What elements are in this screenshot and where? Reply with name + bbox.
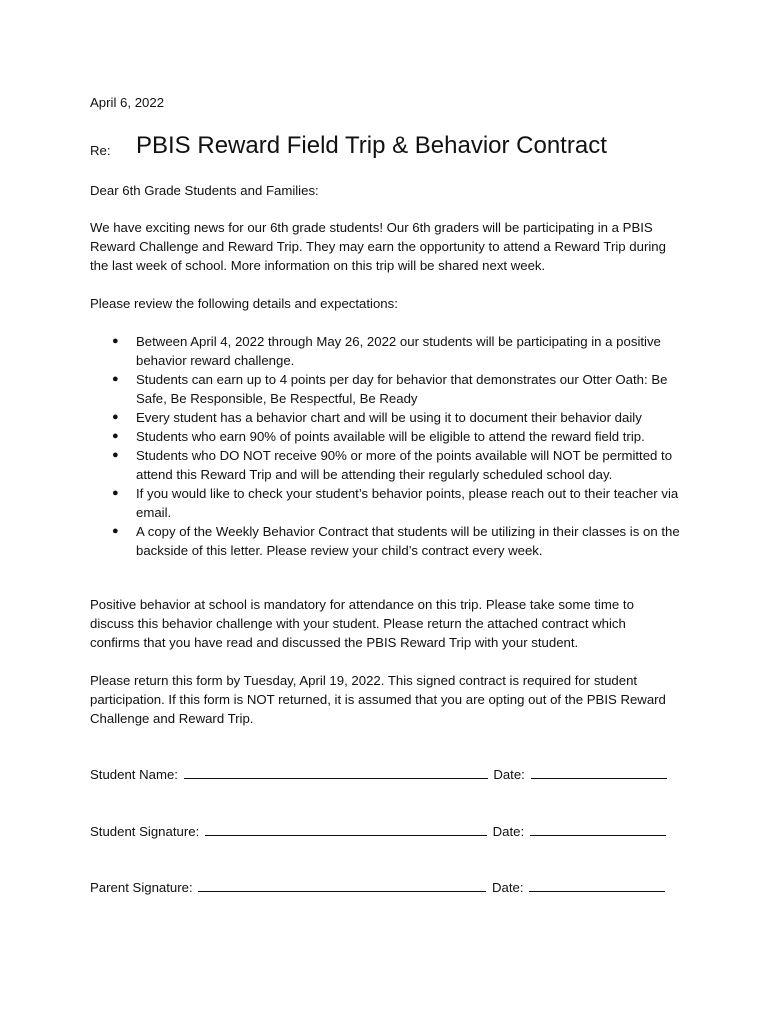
letter-title: PBIS Reward Field Trip & Behavior Contract (136, 132, 607, 159)
student-signature-label: Student Signature: (90, 824, 200, 839)
list-item-text: Students who DO NOT receive 90% or more of the points available will NOT be permitted to attend this Reward Trip and will be attending their regularly scheduled school day. (136, 448, 673, 482)
behavior-paragraph: Positive behavior at school is mandatory for attendance on this trip. Please take some time to discuss this behavior challenge with your student. Please return the attached contract which confirms that you have read and discussed the PBIS Reward Trip with your student. (90, 597, 634, 650)
bullet-icon: ● (112, 430, 119, 442)
bullet-icon: ● (112, 525, 119, 537)
list-item (90, 408, 680, 427)
list-item (90, 332, 680, 370)
date-label: Date: (493, 767, 525, 782)
parent-signature-date-field[interactable] (529, 877, 665, 892)
letter-date: April 6, 2022 (90, 95, 165, 110)
salutation: Dear 6th Grade Students and Families: (90, 183, 319, 198)
parent-signature-row (90, 877, 667, 897)
list-item (90, 522, 680, 560)
expectations-list (90, 332, 680, 560)
bullet-icon: ● (112, 449, 119, 461)
intro-paragraph: We have exciting news for our 6th grade students! Our 6th graders will be participating in a PBIS Reward Challenge and Reward Trip. They may earn the opportunity to attend a Reward Trip during the last week of school. More information on this trip will be shared next week. (90, 220, 666, 273)
student-name-label: Student Name: (90, 767, 178, 782)
bullet-icon: ● (112, 411, 119, 423)
parent-signature-field[interactable] (198, 877, 486, 892)
list-item (90, 446, 680, 484)
bullet-icon: ● (112, 487, 119, 499)
parent-signature-label: Parent Signature: (90, 880, 193, 895)
return-form-paragraph: Please return this form by Tuesday, April 19, 2022. This signed contract is required for student participation. If this form is NOT returned, it is assumed that you are opting out of the PBIS Reward Challenge and Reward Trip. (90, 673, 666, 726)
list-item-text: A copy of the Weekly Behavior Contract that students will be utilizing in their classes is on the backside of this letter. Please review your child’s contract every week. (136, 524, 680, 558)
re-label: Re: (90, 143, 111, 158)
date-label: Date: (491, 880, 524, 895)
list-item (90, 427, 680, 446)
subject-line (90, 132, 690, 162)
list-item-text: Students who earn 90% of points available will be eligible to attend the reward field trip. (136, 429, 645, 444)
student-signature-row (90, 821, 668, 841)
student-signature-field[interactable] (205, 821, 487, 836)
student-name-date-field[interactable] (531, 764, 667, 779)
list-item (90, 484, 680, 522)
date-label: Date: (492, 824, 525, 839)
bullet-icon: ● (112, 373, 119, 385)
bullet-icon: ● (112, 335, 119, 347)
student-name-field[interactable] (184, 764, 488, 779)
student-signature-date-field[interactable] (530, 821, 666, 836)
list-item-text: Between April 4, 2022 through May 26, 2022 our students will be participating in a positive behavior reward challenge. (136, 334, 661, 368)
list-item-text: Students can earn up to 4 points per day for behavior that demonstrates our Otter Oath: Be Safe, Be Responsible, Be Respectful, Be Ready (136, 372, 668, 406)
list-item-text: If you would like to check your student’s behavior points, please reach out to their teacher via email. (136, 486, 679, 520)
list-item-text: Every student has a behavior chart and will be using it to document their behavior daily (136, 410, 642, 425)
list-item (90, 370, 680, 408)
student-name-row (90, 764, 669, 784)
details-intro: Please review the following details and expectations: (90, 296, 398, 311)
